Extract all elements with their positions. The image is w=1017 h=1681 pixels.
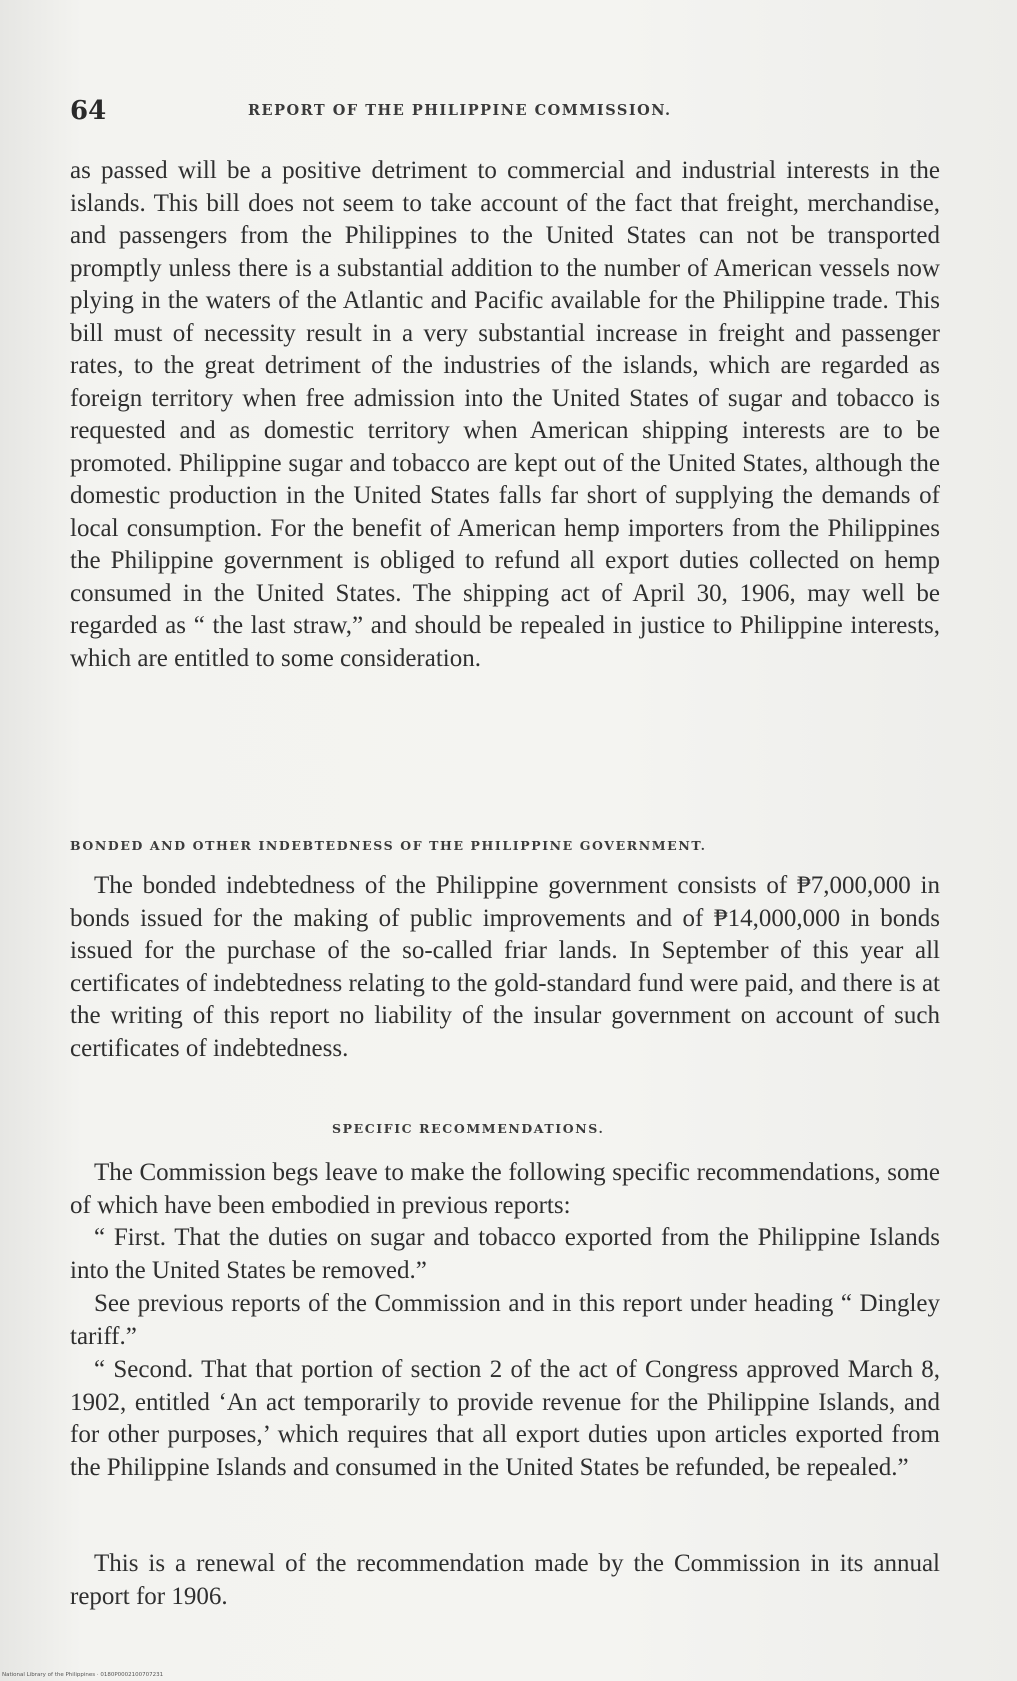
section-heading-bonded-indebtedness: BONDED AND OTHER INDEBTEDNESS OF THE PHILIPPINE GOVERNMENT.	[70, 838, 707, 853]
page-number: 64	[70, 96, 107, 126]
paragraph-first-recommendation: “ First. That the duties on sugar and tobacco exported from the Philippine Islands into the United States be removed.”	[70, 1224, 940, 1284]
running-head: REPORT OF THE PHILIPPINE COMMISSION.	[248, 102, 672, 119]
paragraph-renewal-note: This is a renewal of the recommendation made by the Commission in its annual report for 1906.	[70, 1550, 940, 1610]
scan-footer: National Library of the Philippines · 0180P0002100707231	[2, 1672, 164, 1678]
paragraph-second-recommendation: “ Second. That that portion of section 2 of the act of Congress approved March 8, 1902, entitled ‘An act temporarily to provide revenue for the Philippine Islands, and for other purposes,’ which requires that all export duties upon articles exported from the Philippine Islands and consumed in the United States be refunded, be repealed.”	[70, 1356, 940, 1481]
paragraph-recommendations-intro: The Commission begs leave to make the following specific recommendations, some of which have been embodied in previous reports:	[70, 1159, 940, 1219]
page-header	[70, 96, 940, 132]
paragraph-dingley-reference: See previous reports of the Commission and in this report under heading “ Dingley tariff.”	[70, 1290, 940, 1350]
paragraph-shipping-bill: as passed will be a positive detriment to commercial and industrial interests in the islands. This bill does not seem to take account of the fact that freight, merchandise, and passengers from the Philippines to the United States can not be transported promptly unless there is a substantial addition to the number of American vessels now plying in the waters of the Atlantic and Pacific available for the Philippine trade. This bill must of necessity result in a very substantial increase in freight and passenger rates, to the great detriment of the industries of the islands, which are regarded as foreign territory when free admission into the United States of sugar and tobacco is requested and as domestic territory when American shipping interests are to be promoted. Philippine sugar and tobacco are kept out of the United States, although the domestic production in the United States falls far short of supplying the demands of local consumption. For the benefit of American hemp importers from the Philippines the Philippine government is obliged to refund all export duties collected on hemp consumed in the United States. The shipping act of April 30, 1906, may well be regarded as “ the last straw,” and should be repealed in justice to Philippine interests, which are entitled to some consideration.	[70, 157, 940, 672]
paragraph-bonded-indebtedness: The bonded indebtedness of the Philippine government consists of ₱7,000,000 in bonds issued for the making of public improvements and of ₱14,000,000 in bonds issued for the purchase of the so-called friar lands. In September of this year all certificates of indebtedness relating to the gold-standard fund were paid, and there is at the writing of this report no liability of the insular government on account of such certificates of indebtedness.	[70, 872, 940, 1062]
section-heading-specific-recommendations: SPECIFIC RECOMMENDATIONS.	[332, 1121, 605, 1136]
